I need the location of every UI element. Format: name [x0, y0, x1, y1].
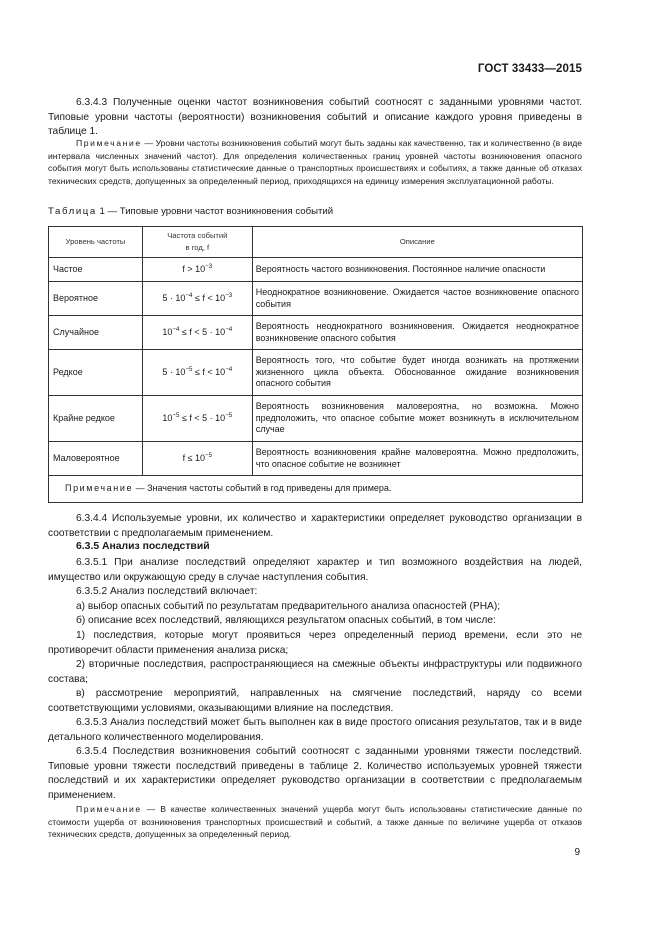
document-header: ГОСТ 33433—2015 [477, 63, 582, 75]
header-frequency: Частота событий в год, f [142, 227, 252, 258]
note-text: — В качестве количественных значений ущерба могут быть использованы статистические данные по стоимости ущерба от возникновения транспортных происшествий и событий, а также данные по величине ущерба от отказов технических средств, допущенных за определенный период. [48, 804, 582, 840]
cell-level: Частое [49, 258, 143, 282]
table-row [49, 350, 583, 396]
table-1-caption [48, 206, 333, 217]
paragraph-6-3-4-4: 6.3.4.4 Используемые уровни, их количество и характеристики определяет руководство организации в соответствии с предполагаемым применением. [48, 513, 582, 539]
note-damage-values [48, 803, 582, 841]
paragraph-6-3-5-4: 6.3.5.4 Последствия возникновения событий соотносят с заданными уровнями тяжести последствий. Типовые уровни тяжести последствий приведены в таблице 2. Количество используемых уровней тяжести последствий и их характеристики определяет руководство организации в соответствии с предполагаемым применением. [48, 746, 582, 801]
cell-description: Вероятность возникновения маловероятна, но возможна. Можно предположить, что опасное событие может возникнуть в исключительном случае [252, 396, 582, 442]
table-row [49, 282, 583, 316]
list-item-c: в) рассмотрение мероприятий, направленных на смягчение последствий, наряду со всеми соответствующими условиями, оказывающими влияние на последствия. [48, 688, 582, 714]
cell-level: Крайне редкое [49, 396, 143, 442]
cell-frequency: $10^{-5} \le f < 5 \cdot 10^{-5}$ [142, 396, 252, 442]
document-page [48, 0, 582, 935]
table-row [49, 442, 583, 476]
header-level: Уровень частоты [49, 227, 143, 258]
paragraph-6-3-5-2: 6.3.5.2 Анализ последствий включает: [76, 586, 258, 597]
table-row [49, 396, 583, 442]
frequency-levels-table [48, 226, 583, 503]
list-item-b2: 2) вторичные последствия, распространяющиеся на смежные объекты инфраструктуры или подвижного состава; [48, 659, 582, 685]
note-label: Примечание [76, 138, 142, 148]
list-item-a: а) выбор опасных событий по результатам предварительного анализа опасностей (PHA); [76, 601, 501, 612]
list-item-b1: 1) последствия, которые могут проявиться через определенный период времени, если это не противоречит области применения анализа риска; [48, 630, 582, 656]
table-caption-text: 1 — Типовые уровни частот возникновения событий [96, 206, 334, 217]
table-note-row [49, 476, 583, 503]
paragraph-6-3-5-1: 6.3.5.1 При анализе последствий определяют характер и тип возможного воздействия на людей, имущество или окружающую среду в случае наступления события. [48, 557, 582, 583]
paragraph-6-3-4-3: 6.3.4.3 Полученные оценки частот возникновения событий соотносят с заданными уровнями частот. Типовые уровни частоты (вероятности) возникновения событий и описание каждого уровня приведены в таблице 1. [48, 97, 582, 138]
section-title-6-3-5: 6.3.5 Анализ последствий [76, 541, 210, 552]
cell-level: Случайное [49, 316, 143, 350]
note-text: — Уровни частоты возникновения событий могут быть заданы как качественно, так и количественно (в виде интервала численных значений частот). Для определения количественных границ уровней частоты возникновения опасного события могут быть использованы статистические данные о транспортных происшествиях и событиях, а также данные об отказах технических средств, допущенных за определенный период, приходящихся на единицу измерения эксплуатационной работы. [48, 138, 582, 186]
page-number: 9 [574, 847, 580, 858]
cell-description: Вероятность того, что событие будет иногда возникать на протяжении жизненного цикла объекта. Обоснованное ожидание возникновения опасного события [252, 350, 582, 396]
cell-frequency: $10^{-4} \le f < 5 \cdot 10^{-4}$ [142, 316, 252, 350]
cell-description: Вероятность частого возникновения. Постоянное наличие опасности [252, 258, 582, 282]
table-caption-label: Таблица [48, 206, 97, 217]
cell-description: Вероятность возникновения крайне маловероятна. Можно предположить, что опасное событие не возникнет [252, 442, 582, 476]
note-frequency-levels [48, 137, 582, 187]
table-row [49, 316, 583, 350]
cell-description: Вероятность неоднократного возникновения. Ожидается неоднократное возникновение опасного события [252, 316, 582, 350]
note-label: Примечание [76, 804, 142, 814]
table-note: Примечание — Значения частоты событий в год приведены для примера. [49, 476, 583, 503]
cell-frequency: $f \le 10^{-5}$ [142, 442, 252, 476]
cell-level: Маловероятное [49, 442, 143, 476]
header-description: Описание [252, 227, 582, 258]
cell-frequency: $5 \cdot 10^{-4} \le f < 10^{-3}$ [142, 282, 252, 316]
table-header-row [49, 227, 583, 258]
cell-frequency: $5 \cdot 10^{-5} \le f < 10^{-4}$ [142, 350, 252, 396]
cell-level: Вероятное [49, 282, 143, 316]
cell-level: Редкое [49, 350, 143, 396]
paragraph-6-3-5-3: 6.3.5.3 Анализ последствий может быть выполнен как в виде простого описания результатов, так и в виде детального количественного моделирования. [48, 717, 582, 743]
cell-description: Неоднократное возникновение. Ожидается частое возникновение опасного события [252, 282, 582, 316]
list-item-b: б) описание всех последствий, являющихся результатом опасных событий, в том числе: [76, 615, 496, 626]
table-row [49, 258, 583, 282]
cell-frequency: $f > 10^{-3}$ [142, 258, 252, 282]
